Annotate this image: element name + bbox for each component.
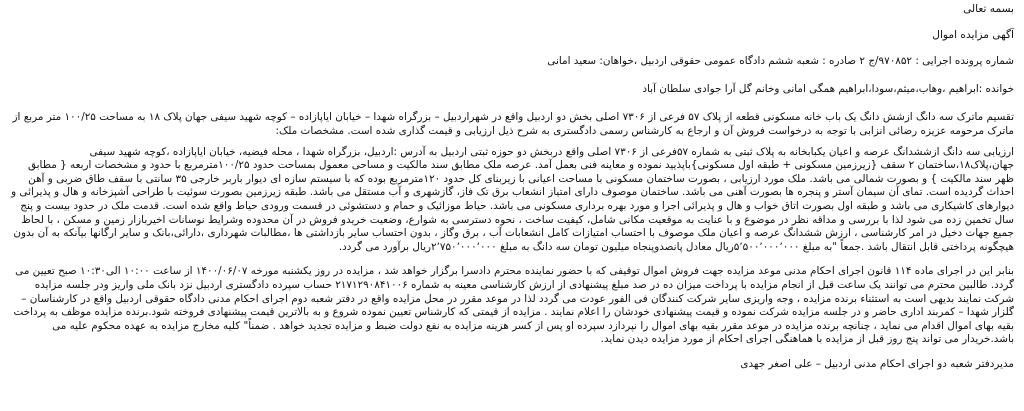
auction-terms-paragraph: بنابر این در اجرای ماده ۱۱۴ قانون اجرای احکام مدنی موعد مزایده جهت فروش اموال توقیفی که با حضور نماینده محترم دادسرا برگزار خواهد شد ، مزایده در روز یکشنبه مورخه ۱۴۰۰/۰۶/۰۷ از ساعت ۱۰:۰۰ الی۱۰:۳۰ صبح تعیین می گردد. طالبین محترم می توانند یک ساعت قبل از انجام مزایده با پرداخت میزان ده در صد مبلغ پیشنهادی از ارزش کارشناسی معینه به شماره ۲۱۷۱۲۹۰۸۴۱۰۰۶ حساب سپرده دادگستری اردبیل نزد بانک ملی واریز ودر جلسه مزایده شرکت نمایند بدیهی است به استثناء برنده مزایده ، وجه واریزی سایر شرکت کنندگان فی الفور عودت می گردد لذا در موعد مقرر در محل مزایده واقع در دفتر شعبه دوم اجرای احکام مدنی دادگاه حقوقی اردبیل واقع در کارشناسان – گلزار شهدا – کمربند اداری حاضر و در جلسه مزایده شرکت نموده و قیمت پیشنهادی خودشان را اعلام نمایند . مزایده از قیمتی که کارشناس تعیین نموده شروع و به بالاترین قیمت پیشنهادی فروخته شود.برنده مزایده موظف به پرداخت بقیه بهای اموال اقدام می نماید ، چنانچه برنده مزایده در موعد مقرر بقیه بهای اموال را نپردازد سپرده او پس از کسر هزینه مزایده به نفع دولت ضبط و مزایده تجدید خواهد . ضمناً" کلیه مخارج مزایده به عهده محکوم علیه می باشد.خریدار می تواند پنج روز قبل از مزایده با هماهنگی اجرای احکام از مورد مزایده دیدن نماید.: [13, 265, 1014, 346]
notice-heading: آگهی مزایده اموال: [932, 28, 1014, 41]
subject-paragraph: تقسیم ماترک سه دانگ ازشش دانگ یک باب خانه مسکونی قطعه از پلاک ۵۷ فرعی از ۷۳۰۶ اصلی بخش دو اردبیل واقع در شهراردبیل – بزرگراه شهدا – خیابان ایاپازاده – کوچه شهید سیفی جهان پلاک ۱۸ به مساحت ۱۰۰/۲۵ متر مربع از ماترک مرحومه عزیزه رضائی انزابی با توجه به درخواست فروش آن و ارجاع به کارشناس رسمی دادگستری به شرح ذیل ارزیابی و قیمت گذاری شده است. مشخصات ملک:: [12, 111, 1014, 137]
document-title: بسمه تعالی: [963, 3, 1014, 15]
defendants-line: خوانده :ابراهیم ،وهاب،میثم،سودا،ابراهیم همگی امانی وخانم گل آرا جوادی سلطان آباد: [642, 82, 1014, 95]
case-number-line: شماره پرونده اجرایی : ۹۷۰۸۵۲/ج ۲ صادره : شعبه ششم دادگاه عمومی حقوقی اردبیل ،خواهان: سعید امانی: [547, 55, 1014, 68]
signature-line: مدیردفتر شعبه دو اجرای احکام مدنی اردبیل – علی اصغر جهدی: [740, 357, 1014, 370]
auction-notice-document: [10, 3, 1014, 405]
property-specs-paragraph: ارزیابی سه دانگ ازششدانگ عرصه و اعیان یکبابخانه به پلاک ثبتی به شماره ۵۷فرعی از ۷۳۰۶ اصلی واقع دربخش دو حوزه ثبتی اردبیل به آدرس :اردبیل، بزرگراه شهدا ، محله فیضیه، خیابان ایاپازاده ،کوچه شهید سیفی جهان،پلاک۱۸،ساختمان ۲ سقف {زیرزمین مسکونی + طبقه اول مسکونی}باپذیید نموده و معاینه فنی بعمل آمد. عرصه ملک مطابق سند مالکیت و مساحی معمول بمساحت حدود ۱۰۰/۲۵متر‌مربع با حدود و مشخصات اربعه { مطابق ظهر سند مالکیت } و بصورت شمالی می باشد. ملک مورد ارزیابی ، بصورت ساختمان مسکونی با مساحت اعیانی با زیربنای کل حدود ۱۲۰مترمربع بوده که با سیستم سازه ای دیوار باربر خارجی ۳۵ سانتی با سقف طاق ضربی و آهن احداث گردیده است. تمای آن سیمان آستر و پنجره ها بصورت آهنی می باشد. ساختمان موصوف دارای امتیاز انشعاب برق تک فاز، گازشهری و آب مستقل می باشد. طبقه زیرزمین بصورت سوئیت با طراحی آشپزخانه و هال و پذیرائی و دیوارهای کاشیکاری می باشد و طبقه اول بصورت اتاق خواب و هال و پذیرائی اجرا و مورد بهره برداری مسکونی می باشد. حیاط موزائیک و حمام و دستشوئی در قسمت ورودی حیاط واقع شده است. قدمت ملک در حدود بیست و پنج سال تخمین زده می شود لذا با بررسی و مداقه نظر در موضوع و با عنایت به موقعیت مکانی شامل، کیفیت ساخت ، نحوه دسترسی به شوارع، وضعیت خریدو فروش در آن محدوده وشرایط نوسانات اخیربازار زمین و مسکن ، با لحاظ جمیع جهات دخیل در امر کارشناسی ، ارزش ششدانگ عرصه و اعیان ملک موصوف با احتساب امتیازات کامل انشعابات آب ، برق وگاز ، بدون احتساب سایر بازداشتی ها ،مطالبات شهرداری ،دارائی،بانک و سایر ارگانها بیآنکه به آن بدون هیچگونه پرداختی قابل انتقال باشد .جمعاً "به مبلغ ۵٬۵۰۰٬۰۰۰٬۰۰۰ریال معادل پانصدوپنجاه میلیون تومان سه دانگ به مبلغ ۲٬۷۵۰٬۰۰۰٬۰۰۰ریال برآورد می گردد.: [11, 145, 1014, 253]
